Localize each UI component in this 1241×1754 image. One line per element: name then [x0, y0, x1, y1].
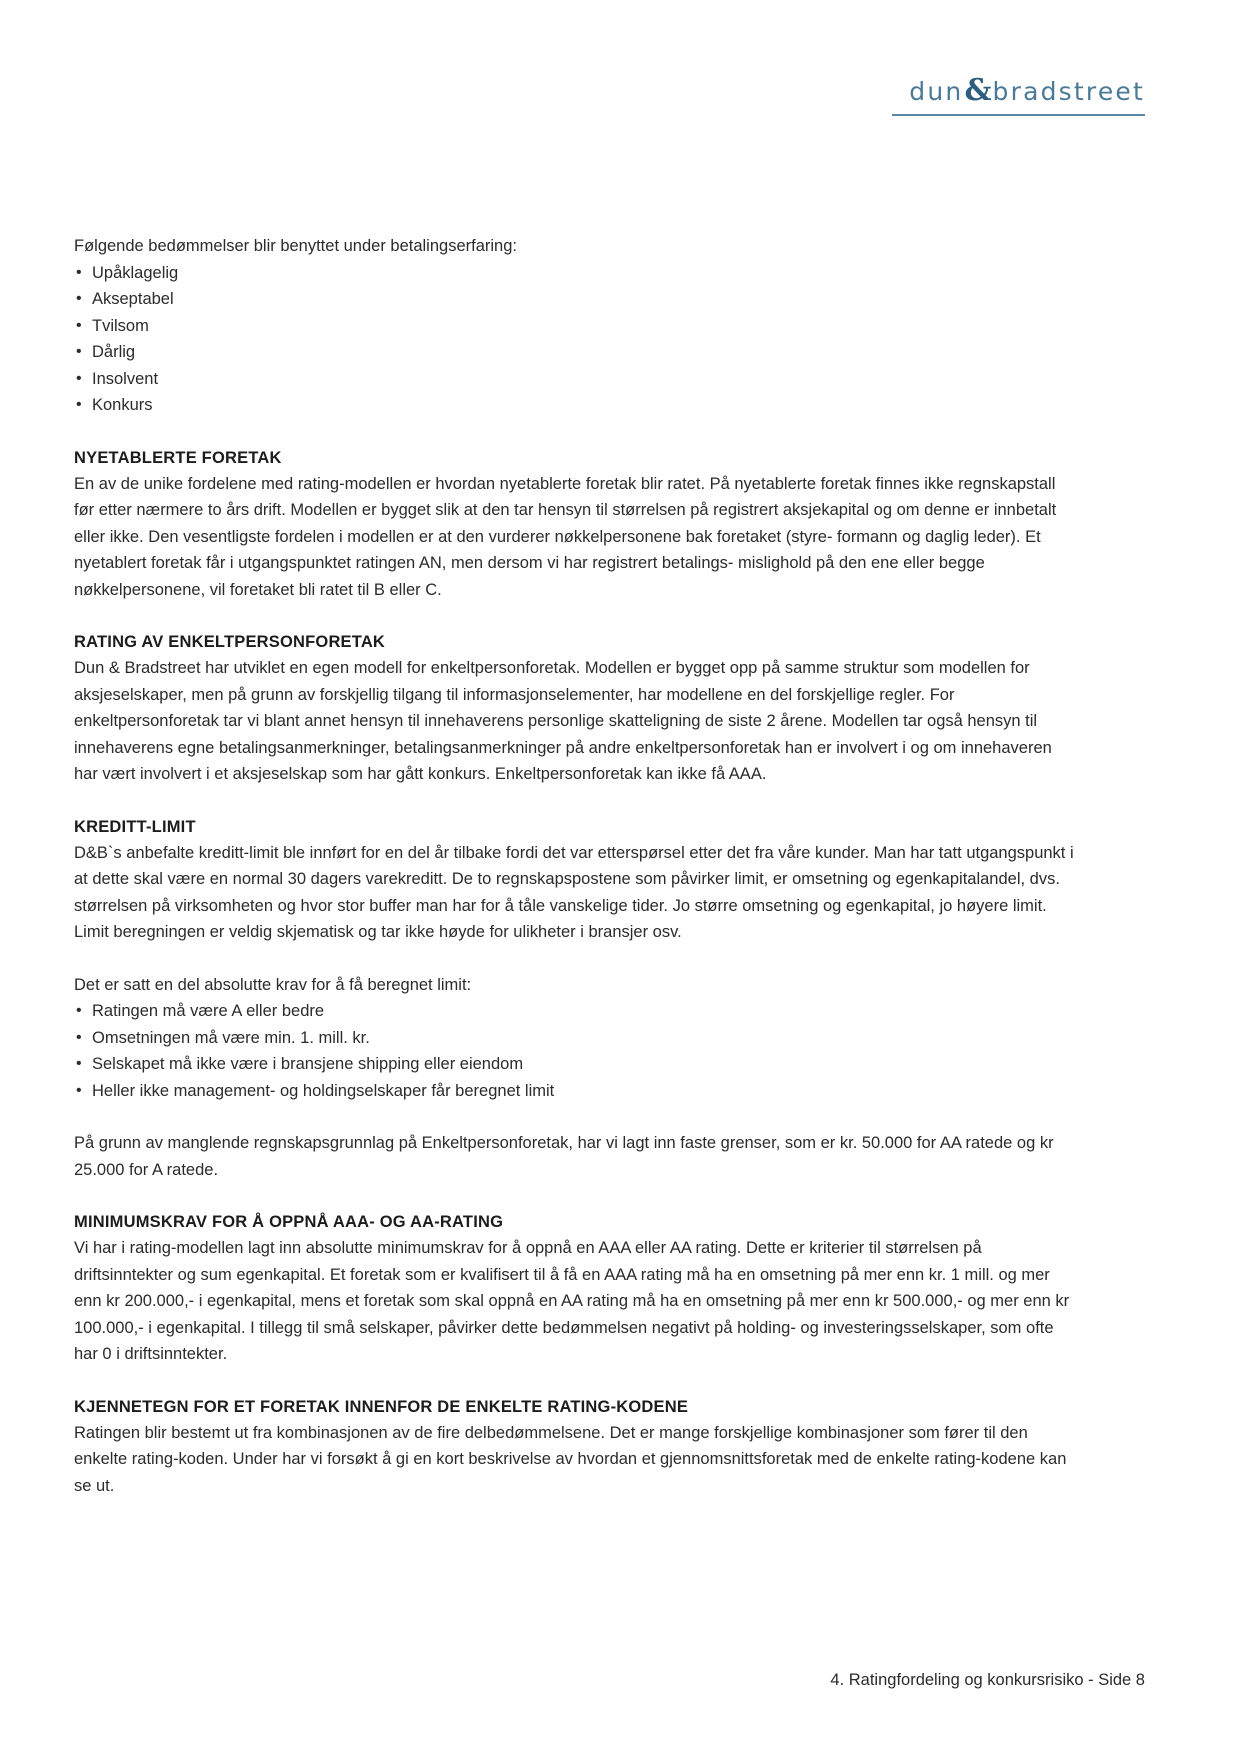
list-item: • Tvilsom	[74, 313, 1074, 340]
list-item: • Selskapet må ikke være i bransjene shipping eller eiendom	[74, 1051, 1074, 1078]
document-body	[74, 233, 1074, 1499]
spacer	[74, 1104, 1074, 1130]
intro-paragraph: Følgende bedømmelser blir benyttet under betalingserfaring:	[74, 237, 517, 255]
section-body-rating-enkeltpersonforetak: Dun & Bradstreet har utviklet en egen modell for enkeltpersonforetak. Modellen er bygget opp på samme struktur som modellen for aksjeselskaper, men på grunn av forskjellig tilgang til informasjonselementer, har modellene en del forskjellige regler. For enkeltpersonforetak tar vi blant annet hensyn til innehaverens personlige skatteligning de siste 2 årene. Modellen tar også hensyn til innehaverens egne betalingsanmerkninger, betalingsanmerkninger på andre enkeltpersonforetak han er involvert i og om innehaveren har vært involvert i et aksjeselskap som har gått konkurs. Enkeltpersonforetak kan ikke få AAA.	[74, 659, 1052, 783]
list-item: • Upåklagelig	[74, 260, 1074, 287]
limit-note-paragraph: På grunn av manglende regnskapsgrunnlag på Enkeltpersonforetak, har vi lagt inn faste grenser, som er kr. 50.000 for AA ratede og kr 25.000 for A ratede.	[74, 1134, 1054, 1179]
section-body-kreditt-limit: D&B`s anbefalte kreditt-limit ble innført for en del år tilbake fordi det var etterspørsel etter det fra våre kunder. Man har tatt utgangspunkt i at dette skal være en normal 30 dagers varekreditt. De to regnskapspostene som påvirker limit, er omsetning og egenkapitalandel, dvs. størrelsen på virksomheten og hvor stor buffer man har for å tåle vanskelige tider. Jo større omsetning og egenkapital, jo høyere limit. Limit beregningen er veldig skjematisk og tar ikke høyde for ulikheter i bransjer osv.	[74, 843, 1074, 941]
page-footer: 4. Ratingfordeling og konkursrisiko - Side 8	[830, 1671, 1145, 1689]
section-heading-kjennetegn: KJENNETEGN FOR ET FORETAK INNENFOR DE ENKELTE RATING-KODENE	[74, 1397, 689, 1416]
list-item: • Insolvent	[74, 366, 1074, 393]
section-heading-rating-enkeltpersonforetak: RATING AV ENKELTPERSONFORETAK	[74, 633, 386, 651]
list-item: • Heller ikke management- og holdingselskaper får beregnet limit	[74, 1078, 1074, 1105]
payment-assessment-list	[74, 260, 1074, 419]
logo-underline-divider	[892, 114, 1145, 116]
list-item: • Konkurs	[74, 392, 1074, 419]
section-heading-kreditt-limit: KREDITT-LIMIT	[74, 817, 196, 836]
list-item: • Akseptabel	[74, 286, 1074, 313]
section-body-kjennetegn: Ratingen blir bestemt ut fra kombinasjonen av de fire delbedømmelsene. Det er mange forskjellige kombinasjoner som fører til den enkelte rating-koden. Under har vi forsøkt å gi en kort beskrivelse av hvordan et gjennomsnittsforetak med de enkelte rating-kodene kan se ut.	[74, 1423, 1067, 1495]
dun-bradstreet-logo	[909, 73, 1145, 108]
limit-criteria-list	[74, 998, 1074, 1104]
section-body-nyetablerte-foretak: En av de unike fordelene med rating-modellen er hvordan nyetablerte foretak blir ratet. På nyetablerte foretak finnes ikke regnskapstall før etter nærmere to års drift. Modellen er bygget slik at den tar hensyn til størrelsen på registrert aksjekapital og om denne er innbetalt eller ikke. Den vesentligste fordelen i modellen er at den vurderer nøkkelpersonene bak foretaket (styre- formann og daglig leder). Et nyetablert foretak får i utgangspunktet ratingen AN, men dersom vi har registrert betalings- mislighold på den ene eller begge nøkkelpersonene, vil foretaket bli ratet til B eller C.	[74, 474, 1057, 599]
logo-ampersand-icon: &	[964, 73, 992, 108]
list-item: • Dårlig	[74, 339, 1074, 366]
section-heading-nyetablerte-foretak: NYETABLERTE FORETAK	[74, 448, 282, 467]
spacer	[74, 946, 1074, 972]
logo-text-bradstreet: bradstreet	[992, 76, 1145, 106]
list-item: • Omsetningen må være min. 1. mill. kr.	[74, 1025, 1074, 1052]
logo-text-dun: dun	[909, 76, 964, 106]
list-item: • Ratingen må være A eller bedre	[74, 998, 1074, 1025]
section-body-minimumskrav: Vi har i rating-modellen lagt inn absolutte minimumskrav for å oppnå en AAA eller AA rating. Dette er kriterier til størrelsen på driftsinntekter og sum egenkapital. Et foretak som er kvalifisert til å få en AAA rating må ha en omsetning på mer enn kr. 1 mill. og mer enn kr 200.000,- i egenkapital, mens et foretak som skal oppnå en AA rating må ha en omsetning på mer enn kr 500.000,- og mer enn kr 100.000,- i egenkapital. I tillegg til små selskaper, påvirker dette bedømmelsen negativt på holding- og investeringsselskaper, som ofte har 0 i driftsinntekter.	[74, 1239, 1070, 1363]
limit-criteria-intro: Det er satt en del absolutte krav for å få beregnet limit:	[74, 975, 472, 994]
section-heading-minimumskrav: MINIMUMSKRAV FOR Å OPPNÅ AAA- OG AA-RATING	[74, 1213, 504, 1231]
